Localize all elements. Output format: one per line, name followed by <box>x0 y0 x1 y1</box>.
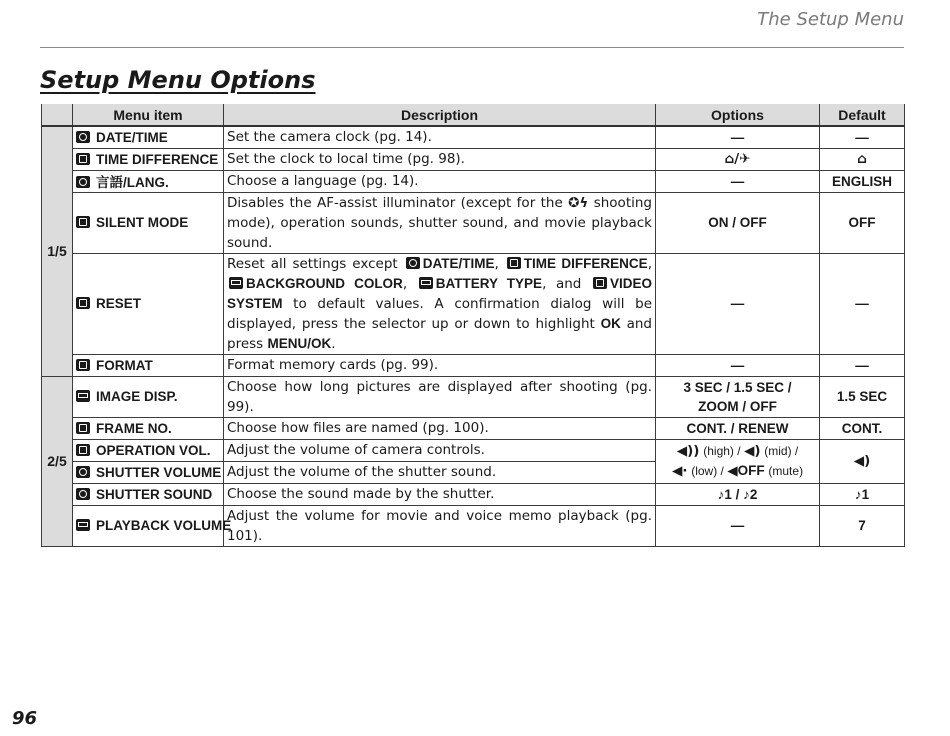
description: Choose the sound made by the shutter. <box>224 483 656 505</box>
page-group-1: 1/5 <box>42 126 73 376</box>
page-group-2: 2/5 <box>42 376 73 546</box>
table-row <box>42 376 905 417</box>
description: Format memory cards (pg. 99). <box>224 354 656 376</box>
shutter-volume-icon <box>76 466 90 478</box>
volume-off-icon: ◀ <box>727 463 738 479</box>
menu-item-language: 言語/LANG. <box>73 170 224 192</box>
menu-item-date-time: DATE/TIME <box>73 126 224 148</box>
table-row <box>42 148 905 170</box>
background-color-icon <box>229 277 243 289</box>
default: — <box>820 354 905 376</box>
silent-mode-icon <box>76 216 90 228</box>
description: Adjust the volume for movie and voice memo playback (pg. 101). <box>224 505 656 546</box>
default: ♪1 <box>820 483 905 505</box>
menu-item-silent-mode: SILENT MODE <box>73 192 224 253</box>
corner-cell <box>42 104 73 126</box>
page-title: Setup Menu Options <box>40 66 316 94</box>
volume-options: ◀)) (high) / ◀) (mid) / ◀· (low) / ◀OFF (mute) <box>656 439 820 483</box>
time-difference-icon <box>76 153 90 165</box>
default: ⌂ <box>820 148 905 170</box>
menu-item-format: FORMAT <box>73 354 224 376</box>
menu-item-shutter-volume: SHUTTER VOLUME <box>73 461 224 483</box>
description: Adjust the volume of the shutter sound. <box>224 461 656 483</box>
description: Choose how files are named (pg. 100). <box>224 417 656 439</box>
description: Set the clock to local time (pg. 98). <box>224 148 656 170</box>
shutter-sound-icon <box>76 488 90 500</box>
format-icon <box>76 359 90 371</box>
menu-item-shutter-sound: SHUTTER SOUND <box>73 483 224 505</box>
description: Adjust the volume of camera controls. <box>224 439 656 461</box>
default: ENGLISH <box>820 170 905 192</box>
options: — <box>656 354 820 376</box>
video-system-icon <box>593 277 607 289</box>
header-menu-item: Menu item <box>73 104 224 126</box>
options: CONT. / RENEW <box>656 417 820 439</box>
options: — <box>656 253 820 354</box>
menu-item-image-disp: IMAGE DISP. <box>73 376 224 417</box>
options: — <box>656 170 820 192</box>
reset-icon <box>76 297 90 309</box>
default: CONT. <box>820 417 905 439</box>
default: — <box>820 253 905 354</box>
battery-type-icon <box>419 277 433 289</box>
table-row <box>42 192 905 253</box>
running-header: The Setup Menu <box>757 9 904 30</box>
frame-no-icon <box>76 422 90 434</box>
description: Disables the AF-assist illuminator (except for the ✪ϟ shooting mode), operation sounds, shutter sound, and movie playback sound. <box>224 192 656 253</box>
volume-high-icon: ◀)) <box>676 443 700 459</box>
menu-item-operation-vol: OPERATION VOL. <box>73 439 224 461</box>
menu-item-playback-volume: PLAYBACK VOLUME <box>73 505 224 546</box>
options: ⌂/✈ <box>656 148 820 170</box>
table-row <box>42 354 905 376</box>
default: 1.5 SEC <box>820 376 905 417</box>
clock-icon <box>76 131 90 143</box>
table-row <box>42 253 905 354</box>
header-default: Default <box>820 104 905 126</box>
default: 7 <box>820 505 905 546</box>
table-row <box>42 417 905 439</box>
operation-vol-icon <box>76 444 90 456</box>
volume-mid-icon: ◀) <box>743 443 761 459</box>
header-options: Options <box>656 104 820 126</box>
description: Set the camera clock (pg. 14). <box>224 126 656 148</box>
volume-low-icon: ◀· <box>671 463 688 479</box>
options: — <box>656 505 820 546</box>
night-flash-off-icon: ✪ϟ <box>568 194 589 211</box>
table-row <box>42 505 905 546</box>
description: Reset all settings except DATE/TIME, TIME DIFFERENCE, BACKGROUND COLOR, BATTERY TYPE, and VIDEO SYSTEM to default values. A confirmation dialog will be displayed, press the selector up or down to highlight OK and press MENU/OK. <box>224 253 656 354</box>
image-disp-icon <box>76 390 90 402</box>
options: 3 SEC / 1.5 SEC / ZOOM / OFF <box>656 376 820 417</box>
playback-volume-icon <box>76 519 90 531</box>
menu-item-frame-no: FRAME NO. <box>73 417 224 439</box>
menu-item-reset: RESET <box>73 253 224 354</box>
options: ♪1 / ♪2 <box>656 483 820 505</box>
clock-icon <box>406 257 420 269</box>
time-difference-icon <box>507 257 521 269</box>
options: — <box>656 126 820 148</box>
table-row <box>42 126 905 148</box>
language-icon <box>76 176 90 188</box>
page-number: 96 <box>12 708 38 729</box>
description: Choose a language (pg. 14). <box>224 170 656 192</box>
options: ON / OFF <box>656 192 820 253</box>
setup-menu-table <box>41 104 905 547</box>
table-row <box>42 439 905 461</box>
header-rule <box>40 47 904 48</box>
volume-default: ◀) <box>820 439 905 483</box>
menu-item-time-difference: TIME DIFFERENCE <box>73 148 224 170</box>
table-row <box>42 483 905 505</box>
default: OFF <box>820 192 905 253</box>
header-description: Description <box>224 104 656 126</box>
table-row <box>42 170 905 192</box>
description: Choose how long pictures are displayed after shooting (pg. 99). <box>224 376 656 417</box>
default: — <box>820 126 905 148</box>
